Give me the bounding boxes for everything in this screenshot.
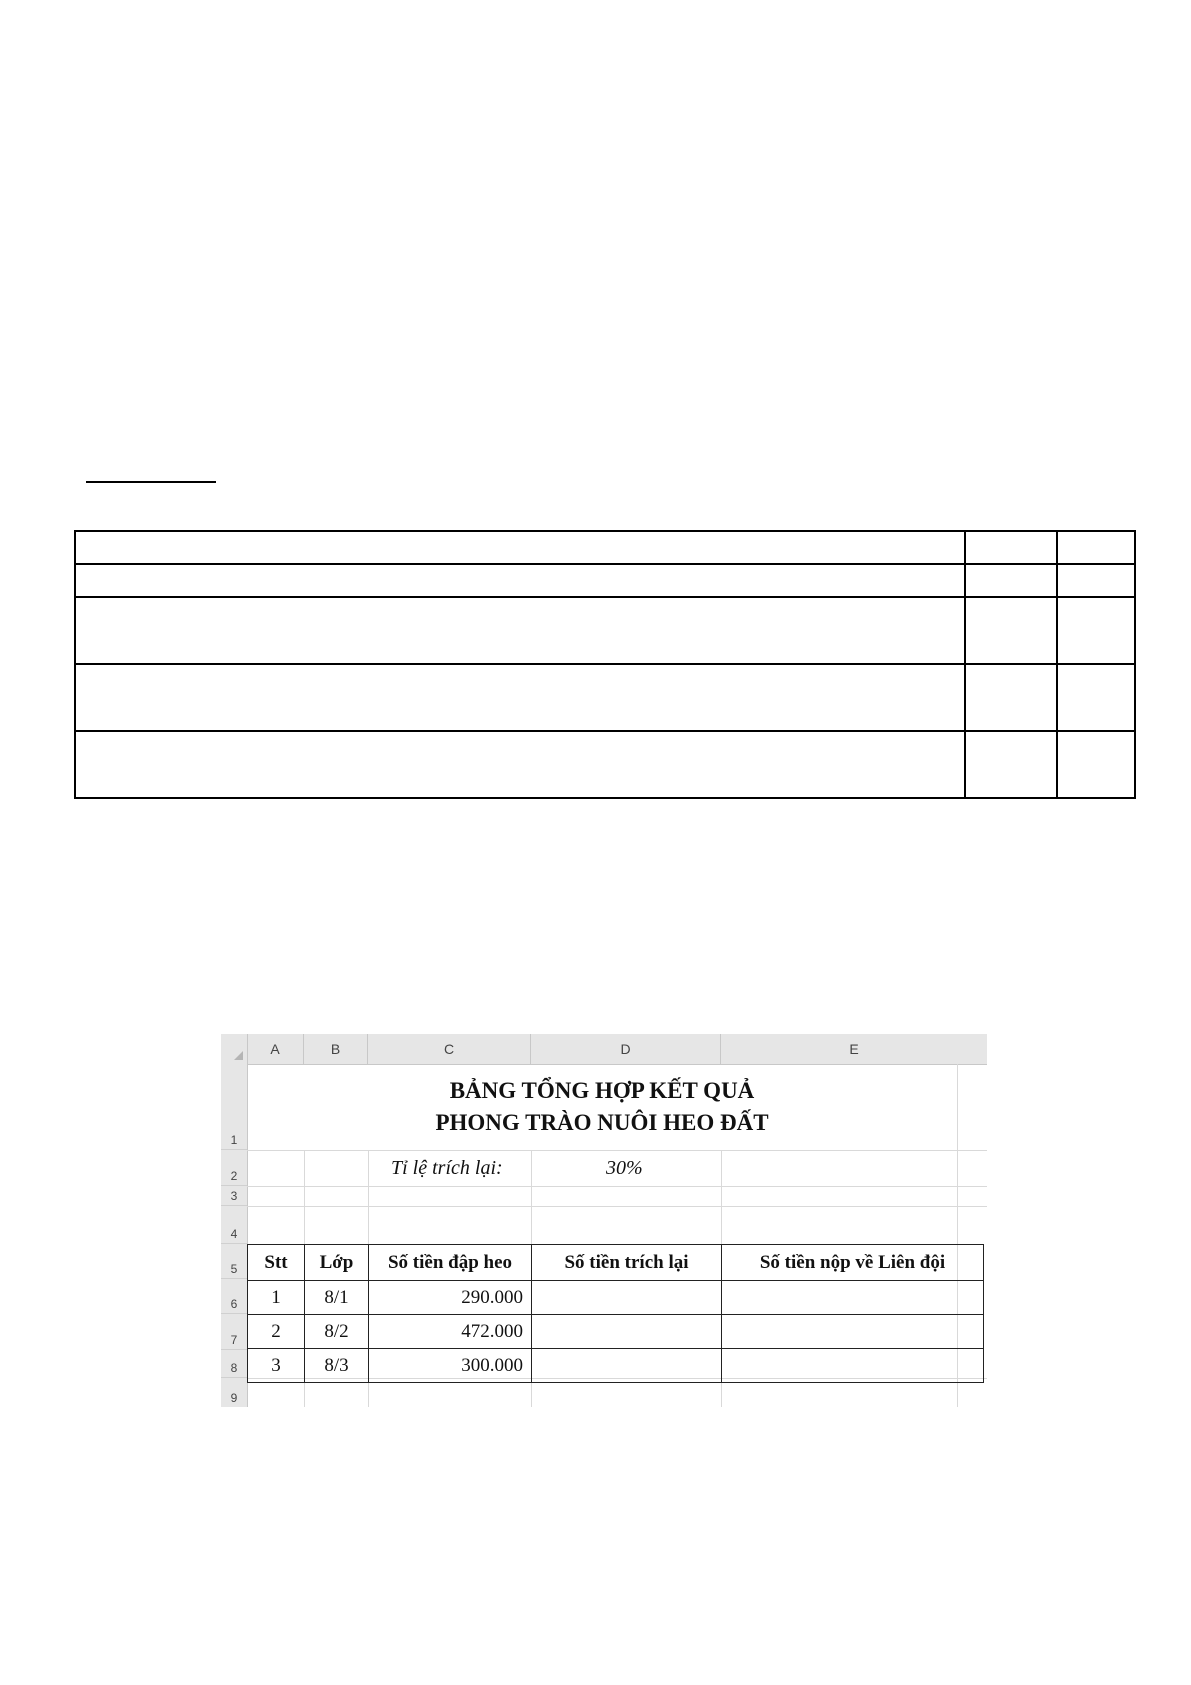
answer-cell — [965, 731, 1057, 798]
sheet-title-line-2: PHONG TRÀO NUÔI HEO ĐẤT — [435, 1110, 769, 1135]
column-header-b[interactable]: B — [304, 1034, 368, 1064]
table-header-row — [248, 1245, 984, 1281]
answer-grid-row — [75, 597, 1135, 664]
cell-amount[interactable]: 472.000 — [369, 1315, 532, 1349]
answer-cell — [75, 597, 965, 664]
cell-lop[interactable]: 8/1 — [305, 1281, 369, 1315]
answer-cell — [75, 564, 965, 597]
row-header-2[interactable] — [221, 1150, 247, 1186]
row-number: 1 — [230, 1133, 238, 1147]
header-stt[interactable]: Stt — [248, 1245, 305, 1281]
row-header-bar — [221, 1064, 248, 1407]
cell-stt[interactable]: 2 — [248, 1315, 305, 1349]
row-header-8[interactable] — [221, 1350, 247, 1378]
gridline — [304, 1150, 305, 1244]
answer-grid-row — [75, 564, 1135, 597]
column-header-e[interactable]: E — [849, 1041, 859, 1057]
answer-grid — [74, 530, 1136, 799]
answer-cell — [1057, 531, 1135, 564]
sheet-title-line-1: BẢNG TỔNG HỢP KẾT QUẢ — [449, 1078, 755, 1103]
column-header-bar — [221, 1034, 987, 1065]
answer-cell — [1057, 564, 1135, 597]
cell-amount[interactable]: 300.000 — [369, 1349, 532, 1383]
answer-cell — [1057, 597, 1135, 664]
cell-stt[interactable]: 3 — [248, 1349, 305, 1383]
answer-grid-row — [75, 531, 1135, 564]
row-header-1[interactable] — [221, 1064, 247, 1150]
answer-cell — [965, 597, 1057, 664]
answer-grid-row — [75, 731, 1135, 798]
cell-submitted[interactable] — [722, 1281, 984, 1315]
cell-stt[interactable]: 1 — [248, 1281, 305, 1315]
answer-cell — [965, 564, 1057, 597]
row-number: 7 — [230, 1333, 238, 1347]
row-number: 6 — [230, 1297, 238, 1311]
cell-lop[interactable]: 8/3 — [305, 1349, 369, 1383]
answer-cell — [965, 664, 1057, 731]
row-number: 8 — [230, 1361, 238, 1375]
cell-amount[interactable]: 290.000 — [369, 1281, 532, 1315]
header-submitted[interactable]: Số tiền nộp về Liên đội — [722, 1245, 984, 1281]
select-all-corner[interactable] — [221, 1034, 248, 1064]
answer-cell — [965, 531, 1057, 564]
row-header-4[interactable] — [221, 1206, 247, 1244]
table-row — [248, 1281, 984, 1315]
table-row — [248, 1349, 984, 1383]
gridline — [247, 1150, 987, 1151]
row-number: 3 — [230, 1189, 238, 1203]
answer-cell — [75, 531, 965, 564]
table-row — [248, 1315, 984, 1349]
cell-retained[interactable] — [532, 1281, 722, 1315]
row-header-7[interactable] — [221, 1314, 247, 1350]
section-heading-underline — [86, 481, 216, 483]
header-lop[interactable]: Lớp — [305, 1245, 369, 1281]
row-header-3[interactable] — [221, 1186, 247, 1206]
row-number: 2 — [230, 1169, 238, 1183]
row-number: 9 — [230, 1391, 238, 1405]
answer-cell — [75, 731, 965, 798]
row-header-5[interactable] — [221, 1244, 247, 1279]
results-table — [247, 1244, 984, 1383]
answer-grid-row — [75, 664, 1135, 731]
cell-submitted[interactable] — [722, 1315, 984, 1349]
row-number: 5 — [230, 1262, 238, 1276]
row-header-9[interactable] — [221, 1378, 247, 1407]
row-header-6[interactable] — [221, 1279, 247, 1314]
rate-value[interactable]: 30% — [606, 1157, 643, 1179]
spreadsheet-screenshot — [221, 1034, 987, 1407]
cell-submitted[interactable] — [722, 1349, 984, 1383]
gridline — [247, 1206, 987, 1207]
select-all-triangle-icon — [234, 1051, 243, 1060]
header-retained[interactable]: Số tiền trích lại — [532, 1245, 722, 1281]
answer-cell — [75, 664, 965, 731]
rate-label: Tỉ lệ trích lại: — [391, 1157, 503, 1179]
column-header-c[interactable]: C — [368, 1034, 531, 1064]
answer-cell — [1057, 664, 1135, 731]
answer-cell — [1057, 731, 1135, 798]
column-header-d[interactable]: D — [531, 1034, 721, 1064]
header-amount[interactable]: Số tiền đập heo — [369, 1245, 532, 1281]
cell-retained[interactable] — [532, 1315, 722, 1349]
row-number: 4 — [230, 1227, 238, 1241]
column-header-a[interactable]: A — [247, 1034, 304, 1064]
cell-retained[interactable] — [532, 1349, 722, 1383]
gridline — [247, 1186, 987, 1187]
cell-lop[interactable]: 8/2 — [305, 1315, 369, 1349]
